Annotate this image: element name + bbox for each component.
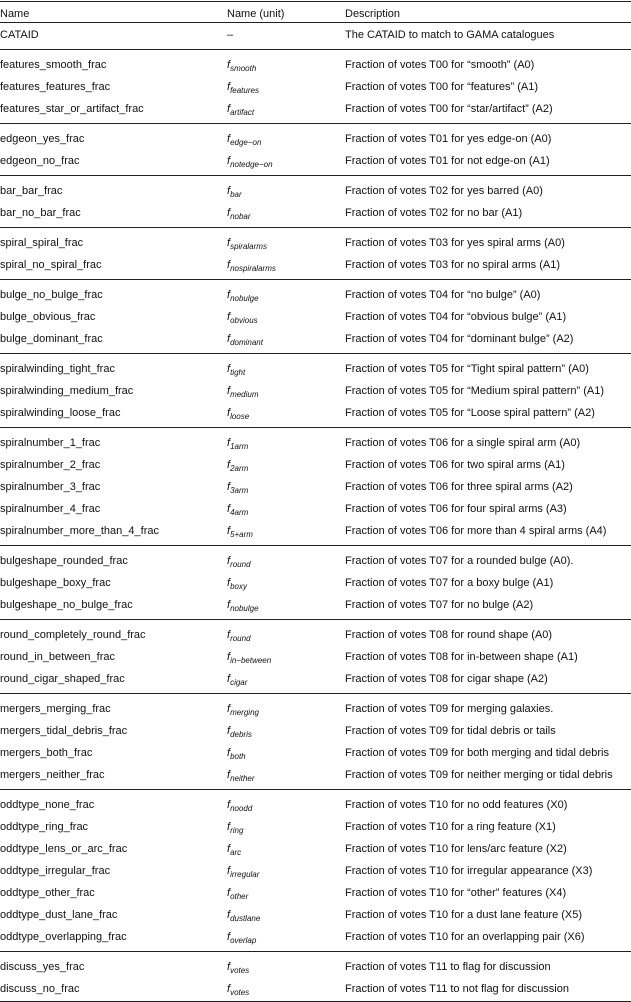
header-rule <box>0 22 631 23</box>
table-row <box>0 838 631 860</box>
column-name: edgeon_yes_frac <box>0 133 85 145</box>
symbol-subscript: dominant <box>230 338 263 347</box>
symbol-letter: $f_{1arm}$ <box>227 437 249 451</box>
table-row <box>0 742 631 764</box>
column-symbol <box>227 882 248 904</box>
column-description: Fraction of votes T09 for neither merging or tidal debris <box>345 769 613 781</box>
column-description: Fraction of votes T10 for a ring feature (X1) <box>345 821 556 833</box>
column-name: spiralwinding_tight_frac <box>0 363 115 375</box>
symbol-letter: $f_{round}$ <box>227 555 251 569</box>
column-name: spiralnumber_1_frac <box>0 437 101 449</box>
column-symbol <box>227 646 271 668</box>
column-symbol <box>227 860 259 882</box>
table-row <box>0 476 631 498</box>
column-description: Fraction of votes T08 for round shape (A0) <box>345 629 553 641</box>
column-description: Fraction of votes T07 for a rounded bulge (A0). <box>345 555 574 567</box>
column-name: bulge_no_bulge_frac <box>0 289 103 301</box>
table-row <box>0 306 631 328</box>
top-rule <box>0 1 631 2</box>
column-description: Fraction of votes T11 to not flag for discussion <box>345 983 569 995</box>
table-row <box>0 454 631 476</box>
symbol-subscript: votes <box>230 988 250 997</box>
table-row <box>0 202 631 224</box>
symbol-letter: $f_{votes}$ <box>227 961 250 975</box>
table-row <box>0 668 631 690</box>
symbol-subscript: smooth <box>230 64 257 73</box>
column-description: Fraction of votes T04 for “obvious bulge” (A1) <box>345 311 567 323</box>
column-description: Fraction of votes T05 for “Medium spiral pattern” (A1) <box>345 385 605 397</box>
column-description: Fraction of votes T10 for lens/arc feature (X2) <box>345 843 567 855</box>
column-symbol <box>227 180 242 202</box>
symbol-letter: $f_{debris}$ <box>227 725 252 739</box>
table-row <box>0 402 631 424</box>
column-description: Fraction of votes T01 for not edge-on (A1) <box>345 155 550 167</box>
group-divider <box>0 175 631 176</box>
group-divider <box>0 353 631 354</box>
column-name: mergers_tidal_debris_frac <box>0 725 128 737</box>
symbol-letter: $f_{dustlane}$ <box>227 909 261 923</box>
column-name: discuss_yes_frac <box>0 961 85 973</box>
symbol-subscript: 1arm <box>230 442 249 451</box>
table-row <box>0 76 631 98</box>
column-symbol <box>227 76 259 98</box>
table-row <box>0 328 631 350</box>
symbol-subscript: nobulge <box>230 294 259 303</box>
column-symbol <box>227 550 251 572</box>
symbol-subscript: irregular <box>230 870 260 879</box>
column-name: oddtype_other_frac <box>0 887 95 899</box>
column-name: spiral_spiral_frac <box>0 237 84 249</box>
column-description: Fraction of votes T04 for “no bulge” (A0) <box>345 289 541 301</box>
column-name: spiralnumber_more_than_4_frac <box>0 525 159 537</box>
column-name: oddtype_ring_frac <box>0 821 89 833</box>
column-name: mergers_neither_frac <box>0 769 105 781</box>
symbol-subscript: bar <box>230 190 242 199</box>
column-description: Fraction of votes T10 for no odd features (X0) <box>345 799 568 811</box>
column-name: oddtype_irregular_frac <box>0 865 111 877</box>
column-name: bulgeshape_boxy_frac <box>0 577 111 589</box>
column-description: Fraction of votes T08 for in-between shape (A1) <box>345 651 578 663</box>
column-symbol <box>227 956 249 978</box>
symbol-letter: $f_{artifact}$ <box>227 103 255 117</box>
column-name: mergers_merging_frac <box>0 703 111 715</box>
column-name: discuss_no_frac <box>0 983 80 995</box>
column-name: spiralnumber_2_frac <box>0 459 101 471</box>
symbol-subscript: features <box>230 86 259 95</box>
symbol-letter: $f_{nobar}$ <box>227 207 251 221</box>
column-symbol <box>227 720 252 742</box>
symbol-letter: $f_{dominant}$ <box>227 333 263 347</box>
symbol-letter: $f_{nobulge}$ <box>227 289 259 303</box>
column-description: Fraction of votes T03 for yes spiral arms (A0) <box>345 237 565 249</box>
symbol-letter: $f_{obvious}$ <box>227 311 258 325</box>
column-symbol <box>227 594 259 616</box>
symbol-subscript: round <box>230 634 251 643</box>
symbol-subscript: nospiralarms <box>230 264 276 273</box>
symbol-letter: $f_{5+arm}$ <box>227 525 253 539</box>
symbol-letter: $f_{overlap}$ <box>227 931 257 945</box>
group-divider <box>0 693 631 694</box>
column-name: features_smooth_frac <box>0 59 107 71</box>
group-divider <box>0 49 631 50</box>
symbol-subscript: 2arm <box>230 464 249 473</box>
symbol-letter: $f_{both}$ <box>227 747 246 761</box>
symbol-subscript: neither <box>230 774 255 783</box>
symbol-subscript: in−between <box>230 656 272 665</box>
column-symbol <box>227 838 241 860</box>
symbol-letter: $f_{features}$ <box>227 81 259 95</box>
column-name: oddtype_lens_or_arc_frac <box>0 843 128 855</box>
table-row <box>0 98 631 120</box>
group-divider <box>0 427 631 428</box>
column-symbol <box>227 978 249 1000</box>
table-row <box>0 550 631 572</box>
symbol-subscript: loose <box>230 412 250 421</box>
table-row <box>0 594 631 616</box>
column-symbol <box>227 476 248 498</box>
symbol-subscript: spiralarms <box>230 242 267 251</box>
column-description: Fraction of votes T09 for merging galaxies. <box>345 703 554 715</box>
column-description: Fraction of votes T06 for three spiral arms (A2) <box>345 481 573 493</box>
table-row <box>0 520 631 542</box>
table-row <box>0 432 631 454</box>
column-symbol <box>227 380 259 402</box>
symbol-letter: $f_{ring}$ <box>227 821 244 835</box>
column-symbol <box>227 698 259 720</box>
table-row <box>0 380 631 402</box>
column-description: Fraction of votes T11 to flag for discussion <box>345 961 551 973</box>
symbol-subscript: round <box>230 560 251 569</box>
symbol-subscript: overlap <box>230 936 257 945</box>
symbol-subscript: nobulge <box>230 604 259 613</box>
symbol-subscript: edge−on <box>230 138 262 147</box>
column-symbol <box>227 498 248 520</box>
symbol-letter: $f_{spiralarms}$ <box>227 237 267 251</box>
column-symbol <box>227 816 243 838</box>
symbol-subscript: obvious <box>230 316 258 325</box>
column-description: Fraction of votes T08 for cigar shape (A2) <box>345 673 548 685</box>
column-name: spiralnumber_4_frac <box>0 503 101 515</box>
symbol-letter: $f_{smooth}$ <box>227 59 257 73</box>
column-name: bulgeshape_no_bulge_frac <box>0 599 133 611</box>
column-description: Fraction of votes T07 for no bulge (A2) <box>345 599 534 611</box>
column-name: mergers_both_frac <box>0 747 93 759</box>
column-description: Fraction of votes T10 for “other” features (X4) <box>345 887 567 899</box>
table-row <box>0 498 631 520</box>
column-description: Fraction of votes T10 for a dust lane feature (X5) <box>345 909 583 921</box>
column-description: Fraction of votes T09 for both merging and tidal debris <box>345 747 609 759</box>
column-symbol <box>227 328 263 350</box>
symbol-letter: $f_{notedge-on}$ <box>227 155 273 169</box>
symbol-subscript: cigar <box>230 678 248 687</box>
symbol-letter: $f_{votes}$ <box>227 983 250 997</box>
column-symbol <box>227 432 248 454</box>
column-name: CATAID <box>0 29 39 41</box>
column-name: oddtype_dust_lane_frac <box>0 909 118 921</box>
column-symbol <box>227 150 273 172</box>
symbol-subscript: noodd <box>230 804 253 813</box>
symbol-subscript: 4arm <box>230 508 249 517</box>
column-name: features_features_frac <box>0 81 111 93</box>
symbol-subscript: nobar <box>230 212 251 221</box>
column-description: Fraction of votes T00 for “star/artifact” (A2) <box>345 103 553 115</box>
column-description: Fraction of votes T10 for irregular appearance (X3) <box>345 865 593 877</box>
table-row <box>0 284 631 306</box>
column-description: Fraction of votes T02 for yes barred (A0) <box>345 185 543 197</box>
symbol-letter: $f_{cigar}$ <box>227 673 248 687</box>
table-row <box>0 956 631 978</box>
group-divider <box>0 123 631 124</box>
symbol-letter: $f_{tight}$ <box>227 363 246 377</box>
table-row <box>0 624 631 646</box>
column-description: Fraction of votes T07 for a boxy bulge (A1) <box>345 577 554 589</box>
table-row <box>0 816 631 838</box>
symbol-subscript: dustlane <box>230 914 261 923</box>
table-row <box>0 54 631 76</box>
symbol-letter: $f_{loose}$ <box>227 407 250 421</box>
symbol-letter: $f_{other}$ <box>227 887 249 901</box>
column-description: Fraction of votes T01 for yes edge-on (A0) <box>345 133 552 145</box>
group-divider <box>0 789 631 790</box>
column-symbol <box>227 232 267 254</box>
symbol-letter: $f_{medium}$ <box>227 385 259 399</box>
table-row <box>0 882 631 904</box>
column-name: spiralnumber_3_frac <box>0 481 101 493</box>
symbol-subscript: tight <box>230 368 246 377</box>
column-name: oddtype_none_frac <box>0 799 95 811</box>
header-unit: Name (unit) <box>227 8 285 20</box>
column-description: Fraction of votes T05 for “Tight spiral pattern” (A0) <box>345 363 589 375</box>
column-name: features_star_or_artifact_frac <box>0 103 144 115</box>
column-symbol <box>227 306 258 328</box>
column-symbol <box>227 454 248 476</box>
symbol-letter: $f_{edge-on}$ <box>227 133 262 147</box>
table-row <box>0 358 631 380</box>
symbol-letter: $f_{noodd}$ <box>227 799 253 813</box>
column-symbol <box>227 904 260 926</box>
column-name: bar_no_bar_frac <box>0 207 81 219</box>
symbol-letter: $f_{neither}$ <box>227 769 255 783</box>
group-divider <box>0 619 631 620</box>
table-row <box>0 646 631 668</box>
table-row <box>0 794 631 816</box>
symbol-subscript: medium <box>230 390 259 399</box>
column-name: oddtype_overlapping_frac <box>0 931 127 943</box>
column-name: edgeon_no_frac <box>0 155 80 167</box>
symbol-letter: $f_{4arm}$ <box>227 503 249 517</box>
symbol-letter: $f_{in-between}$ <box>227 651 272 665</box>
symbol-letter: $f_{nospiralarms}$ <box>227 259 276 273</box>
column-description: The CATAID to match to GAMA catalogues <box>345 29 555 41</box>
column-name: spiralwinding_medium_frac <box>0 385 134 397</box>
column-symbol <box>227 128 261 150</box>
column-name: bulge_obvious_frac <box>0 311 96 323</box>
symbol-letter: $f_{arc}$ <box>227 843 242 857</box>
symbol-subscript: debris <box>230 730 252 739</box>
column-symbol <box>227 668 247 690</box>
column-description: Fraction of votes T06 for four spiral arms (A3) <box>345 503 567 515</box>
column-description: Fraction of votes T06 for more than 4 spiral arms (A4) <box>345 525 607 537</box>
column-symbol <box>227 402 249 424</box>
column-description: Fraction of votes T03 for no spiral arms (A1) <box>345 259 560 271</box>
table-row <box>0 232 631 254</box>
symbol-subscript: arc <box>230 848 242 857</box>
column-description: Fraction of votes T00 for “features” (A1) <box>345 81 538 93</box>
column-description: Fraction of votes T00 for “smooth” (A0) <box>345 59 535 71</box>
symbol-subscript: 3arm <box>230 486 249 495</box>
column-name: bulge_dominant_frac <box>0 333 103 345</box>
column-symbol <box>227 358 245 380</box>
column-symbol <box>227 742 246 764</box>
column-symbol: – <box>227 29 234 41</box>
column-name: round_completely_round_frac <box>0 629 146 641</box>
column-name: round_in_between_frac <box>0 651 115 663</box>
table-row <box>0 860 631 882</box>
table-row <box>0 978 631 1000</box>
column-description: Fraction of votes T04 for “dominant bulge” (A2) <box>345 333 574 345</box>
column-symbol <box>227 54 256 76</box>
table-row <box>0 180 631 202</box>
table-row <box>0 764 631 786</box>
symbol-letter: $f_{2arm}$ <box>227 459 249 473</box>
column-symbol <box>227 624 251 646</box>
column-name: bar_bar_frac <box>0 185 63 197</box>
table-row <box>0 254 631 276</box>
table-row <box>0 128 631 150</box>
symbol-subscript: votes <box>230 966 250 975</box>
column-symbol <box>227 202 251 224</box>
column-name: bulgeshape_rounded_frac <box>0 555 128 567</box>
group-divider <box>0 951 631 952</box>
symbol-letter: $f_{3arm}$ <box>227 481 249 495</box>
column-description: Fraction of votes T02 for no bar (A1) <box>345 207 523 219</box>
column-name: spiral_no_spiral_frac <box>0 259 102 271</box>
table-row <box>0 926 631 948</box>
table-row <box>0 698 631 720</box>
table-row <box>0 24 631 46</box>
symbol-letter: $f_{round}$ <box>227 629 251 643</box>
column-symbol <box>227 572 247 594</box>
column-symbol <box>227 98 254 120</box>
header-description: Description <box>345 8 401 20</box>
group-divider <box>0 545 631 546</box>
symbol-subscript: artifact <box>230 108 255 117</box>
column-description: Fraction of votes T05 for “Loose spiral pattern” (A2) <box>345 407 595 419</box>
symbol-letter: $f_{boxy}$ <box>227 577 247 591</box>
column-name: round_cigar_shaped_frac <box>0 673 125 685</box>
column-symbol <box>227 794 252 816</box>
symbol-subscript: 5+arm <box>230 530 253 539</box>
table-row <box>0 150 631 172</box>
column-name: spiralwinding_loose_frac <box>0 407 121 419</box>
symbol-subscript: ring <box>230 826 244 835</box>
symbol-subscript: other <box>230 892 249 901</box>
table-row <box>0 904 631 926</box>
column-description: Fraction of votes T06 for two spiral arms (A1) <box>345 459 565 471</box>
symbol-letter: $f_{merging}$ <box>227 703 259 717</box>
column-symbol <box>227 764 255 786</box>
column-symbol <box>227 254 276 276</box>
column-symbol <box>227 926 256 948</box>
column-symbol <box>227 284 259 306</box>
symbol-subscript: boxy <box>230 582 247 591</box>
symbol-subscript: notedge−on <box>230 160 273 169</box>
symbol-subscript: both <box>230 752 246 761</box>
group-divider <box>0 279 631 280</box>
header-name: Name <box>0 8 30 20</box>
column-description: Fraction of votes T06 for a single spiral arm (A0) <box>345 437 581 449</box>
table-row <box>0 572 631 594</box>
symbol-subscript: merging <box>230 708 259 717</box>
symbol-letter: $f_{bar}$ <box>227 185 242 199</box>
column-symbol <box>227 520 253 542</box>
column-description: Fraction of votes T09 for tidal debris or tails <box>345 725 556 737</box>
symbol-letter: $f_{irregular}$ <box>227 865 260 879</box>
symbol-letter: $f_{nobulge}$ <box>227 599 259 613</box>
group-divider <box>0 227 631 228</box>
table-row <box>0 720 631 742</box>
column-description: Fraction of votes T10 for an overlapping pair (X6) <box>345 931 585 943</box>
